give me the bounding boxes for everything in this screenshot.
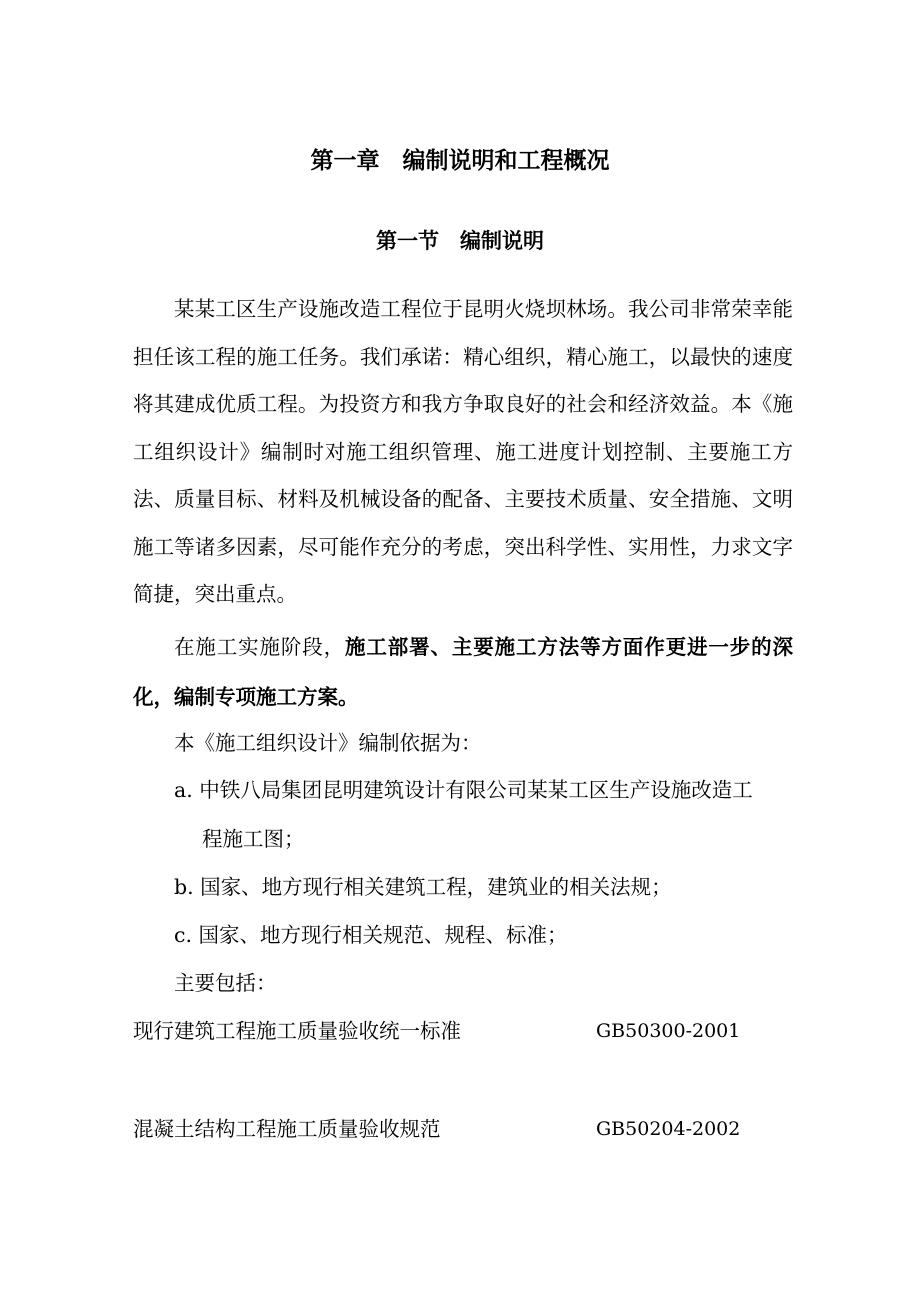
standard-code: GB50204-2002 (596, 1118, 741, 1140)
basis-item-a-continued: 程施工图； (202, 827, 305, 851)
intro-paragraph: 某某工区生产设施改造工程位于昆明火烧坝林场。我公司非常荣幸能担任该工程的施工任务。我们承诺：精心组织，精心施工，以最快的速度将其建成优质工程。为投资方和我方争取良好的社会和经济效益。本《施工组织设计》编制时对施工组织管理、施工进度计划控制、主要施工方法、质量目标、材料及机械设备的配备、主要技术质量、安全措施、文明施工等诸多因素，尽可能作充分的考虑，突出科学性、实用性，力求文字简捷，突出重点。 (133, 297, 793, 606)
implementation-paragraph (133, 622, 793, 722)
standard-code: GB50300-2001 (596, 1020, 741, 1042)
basis-item-b: b. 国家、地方现行相关建筑工程，建筑业的相关法规； (174, 875, 672, 899)
basis-item-a: a. 中铁八局集团昆明建筑设计有限公司某某工区生产设施改造工 (174, 778, 753, 802)
includes-label: 主要包括： (174, 971, 277, 995)
basis-item-c: c. 国家、地方现行相关规范、规程、标准； (174, 923, 568, 947)
basis-intro: 本《施工组织设计》编制依据为： (174, 731, 482, 755)
standard-row (133, 1112, 793, 1146)
chapter-title: 第一章 编制说明和工程概况 (310, 148, 610, 174)
section-title: 第一节 编制说明 (376, 229, 544, 253)
standard-name: 现行建筑工程施工质量验收统一标准 (133, 1019, 461, 1043)
standard-row (133, 1014, 793, 1048)
standard-name: 混凝土结构工程施工质量验收规范 (133, 1117, 441, 1141)
implementation-bold-text: 施工部署、主要施工方法等方面作更进一步的深化，编制专项施工方案。 (133, 635, 793, 709)
implementation-text: 在施工实施阶段， (174, 635, 345, 659)
